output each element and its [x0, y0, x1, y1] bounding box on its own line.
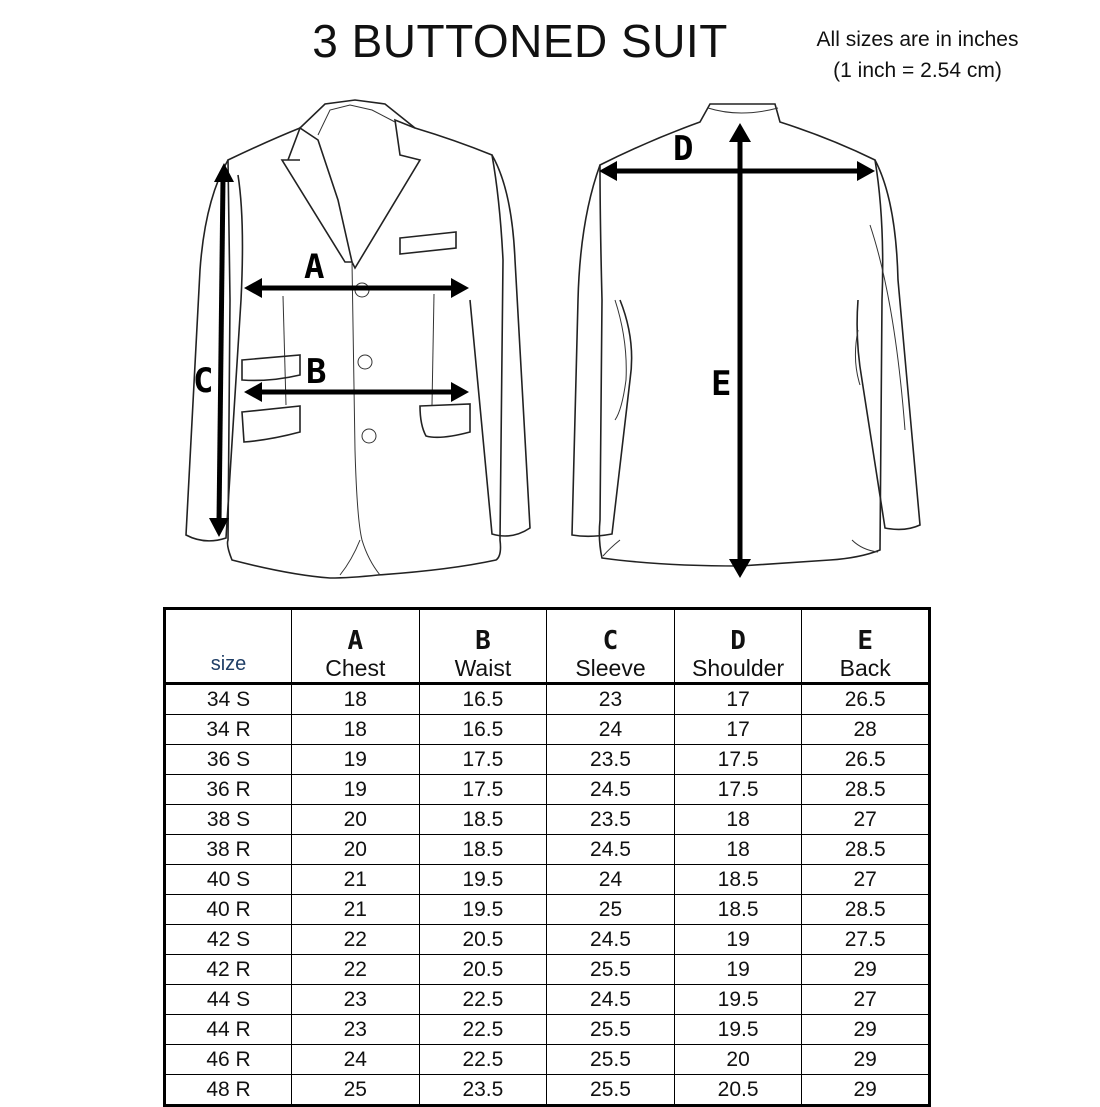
jacket-button-2: [358, 355, 372, 369]
column-letter: C: [602, 626, 619, 656]
column-header-back: [802, 609, 930, 684]
measurement-cell: 17: [674, 715, 802, 745]
measurement-cell: 28.5: [802, 895, 930, 925]
front-opening-line: [352, 262, 380, 575]
size-cell: 40 R: [165, 895, 292, 925]
measurement-cell: 20.5: [419, 925, 547, 955]
size-cell: 36 S: [165, 745, 292, 775]
size-cell: 36 R: [165, 775, 292, 805]
measurement-cell: 23: [292, 985, 420, 1015]
table-row: [165, 865, 930, 895]
table-row: [165, 684, 930, 715]
measure-arrow-d: [599, 161, 875, 181]
column-letter: D: [730, 626, 746, 656]
measurement-cell: 25.5: [547, 1045, 675, 1075]
table-row: [165, 715, 930, 745]
measurement-cell: 18: [292, 684, 420, 715]
size-cell: 44 R: [165, 1015, 292, 1045]
measurement-cell: 19: [292, 745, 420, 775]
front-left-pocket: [242, 355, 300, 380]
measurement-cell: 20.5: [674, 1075, 802, 1106]
size-cell: 34 R: [165, 715, 292, 745]
size-cell: 42 R: [165, 955, 292, 985]
measurement-cell: 24.5: [547, 835, 675, 865]
size-cell: 40 S: [165, 865, 292, 895]
size-cell: 34 S: [165, 684, 292, 715]
measurement-cell: 25.5: [547, 955, 675, 985]
page-title: 3 BUTTONED SUIT: [312, 15, 728, 67]
measurement-cell: 27: [802, 985, 930, 1015]
measurement-cell: 23: [292, 1015, 420, 1045]
size-cell: 42 S: [165, 925, 292, 955]
size-column-header: size: [165, 609, 292, 684]
front-right-pocket: [420, 404, 470, 437]
measurement-cell: 19: [674, 925, 802, 955]
size-chart-table: [163, 607, 931, 1107]
measurement-cell: 19.5: [419, 895, 547, 925]
measurement-cell: 22.5: [419, 1045, 547, 1075]
measurement-cell: 18: [674, 805, 802, 835]
measurement-cell: 19.5: [674, 985, 802, 1015]
front-jacket-body: [228, 100, 504, 578]
front-jacket-drawing: [186, 100, 530, 578]
measurement-cell: 24: [547, 715, 675, 745]
measurement-cell: 29: [802, 1045, 930, 1075]
measurement-cell: 18.5: [419, 835, 547, 865]
measure-arrow-e: [729, 123, 751, 578]
table-row: [165, 1015, 930, 1045]
column-letter: B: [475, 626, 491, 656]
label-d: D: [673, 129, 694, 169]
measurement-cell: 18.5: [419, 805, 547, 835]
measurement-cell: 18.5: [674, 895, 802, 925]
table-header-row: [165, 609, 930, 684]
measurement-cell: 18: [292, 715, 420, 745]
column-name: Waist: [454, 655, 512, 681]
table-row: [165, 745, 930, 775]
measurement-cell: 19: [292, 775, 420, 805]
column-name: Sleeve: [575, 655, 646, 681]
size-cell: 38 R: [165, 835, 292, 865]
measurement-cell: 29: [802, 1015, 930, 1045]
column-name: Back: [839, 655, 891, 681]
table-row: [165, 985, 930, 1015]
table-row: [165, 895, 930, 925]
measurement-cell: 20: [674, 1045, 802, 1075]
measurement-cell: 16.5: [419, 684, 547, 715]
table-row: [165, 835, 930, 865]
measurement-cell: 24: [547, 865, 675, 895]
front-left-lapel: [282, 128, 352, 262]
table-row: [165, 805, 930, 835]
label-a: A: [304, 247, 325, 287]
measurement-cell: 22.5: [419, 985, 547, 1015]
units-note-line-1: All sizes are in inches: [816, 28, 1019, 51]
measurement-cell: 17.5: [674, 775, 802, 805]
size-cell: 48 R: [165, 1075, 292, 1106]
measurement-cell: 21: [292, 895, 420, 925]
label-c: C: [193, 361, 214, 401]
table-row: [165, 775, 930, 805]
measurement-cell: 24.5: [547, 925, 675, 955]
measurement-cell: 16.5: [419, 715, 547, 745]
measurement-cell: 19: [674, 955, 802, 985]
column-header-waist: [419, 609, 547, 684]
measurement-cell: 27: [802, 805, 930, 835]
measurement-cell: 27: [802, 865, 930, 895]
measurement-cell: 25.5: [547, 1015, 675, 1045]
measurement-cell: 17.5: [674, 745, 802, 775]
size-cell: 46 R: [165, 1045, 292, 1075]
measurement-cell: 20: [292, 805, 420, 835]
column-header-chest: [292, 609, 420, 684]
measurement-cell: 22: [292, 955, 420, 985]
measurement-cell: 23.5: [419, 1075, 547, 1106]
measurement-cell: 18: [674, 835, 802, 865]
jacket-button-3: [362, 429, 376, 443]
front-left-lower-pocket: [242, 406, 300, 442]
breast-pocket: [400, 232, 456, 254]
column-name: Chest: [325, 655, 386, 681]
measurement-cell: 28.5: [802, 775, 930, 805]
front-right-lapel: [352, 120, 420, 268]
measurement-cell: 23.5: [547, 745, 675, 775]
measurement-cell: 27.5: [802, 925, 930, 955]
measurement-cell: 17: [674, 684, 802, 715]
measurement-cell: 25: [547, 895, 675, 925]
measurement-cell: 23: [547, 684, 675, 715]
measurement-cell: 23.5: [547, 805, 675, 835]
measurement-cell: 25: [292, 1075, 420, 1106]
back-right-sleeve: [857, 160, 920, 529]
measurement-cell: 19.5: [419, 865, 547, 895]
units-note-line-2: (1 inch = 2.54 cm): [833, 59, 1002, 82]
label-b: B: [306, 352, 327, 392]
measurement-cell: 17.5: [419, 775, 547, 805]
table-row: [165, 955, 930, 985]
front-left-sleeve: [186, 160, 242, 541]
measurement-cell: 22: [292, 925, 420, 955]
column-letter: E: [857, 626, 874, 656]
measurement-cell: 22.5: [419, 1015, 547, 1045]
measurement-cell: 19.5: [674, 1015, 802, 1045]
column-header-shoulder: [674, 609, 802, 684]
measurement-cell: 24.5: [547, 985, 675, 1015]
measurement-cell: 26.5: [802, 745, 930, 775]
measurement-cell: 24: [292, 1045, 420, 1075]
measurement-cell: 25.5: [547, 1075, 675, 1106]
measurement-cell: 17.5: [419, 745, 547, 775]
measurement-cell: 26.5: [802, 684, 930, 715]
measurement-cell: 24.5: [547, 775, 675, 805]
size-cell: 38 S: [165, 805, 292, 835]
column-letter: A: [347, 626, 364, 656]
size-cell: 44 S: [165, 985, 292, 1015]
column-name: Shoulder: [692, 655, 785, 681]
measurement-cell: 18.5: [674, 865, 802, 895]
measurement-cell: 20: [292, 835, 420, 865]
size-table-body: [165, 684, 930, 1106]
measurement-cell: 29: [802, 1075, 930, 1106]
table-row: [165, 1045, 930, 1075]
measure-arrow-b: [244, 382, 469, 402]
label-e: E: [711, 364, 732, 404]
measurement-cell: 28.5: [802, 835, 930, 865]
table-row: [165, 925, 930, 955]
measurement-cell: 21: [292, 865, 420, 895]
measurement-cell: 28: [802, 715, 930, 745]
measurement-cell: 29: [802, 955, 930, 985]
column-header-sleeve: [547, 609, 675, 684]
table-row: [165, 1075, 930, 1106]
measurement-cell: 20.5: [419, 955, 547, 985]
